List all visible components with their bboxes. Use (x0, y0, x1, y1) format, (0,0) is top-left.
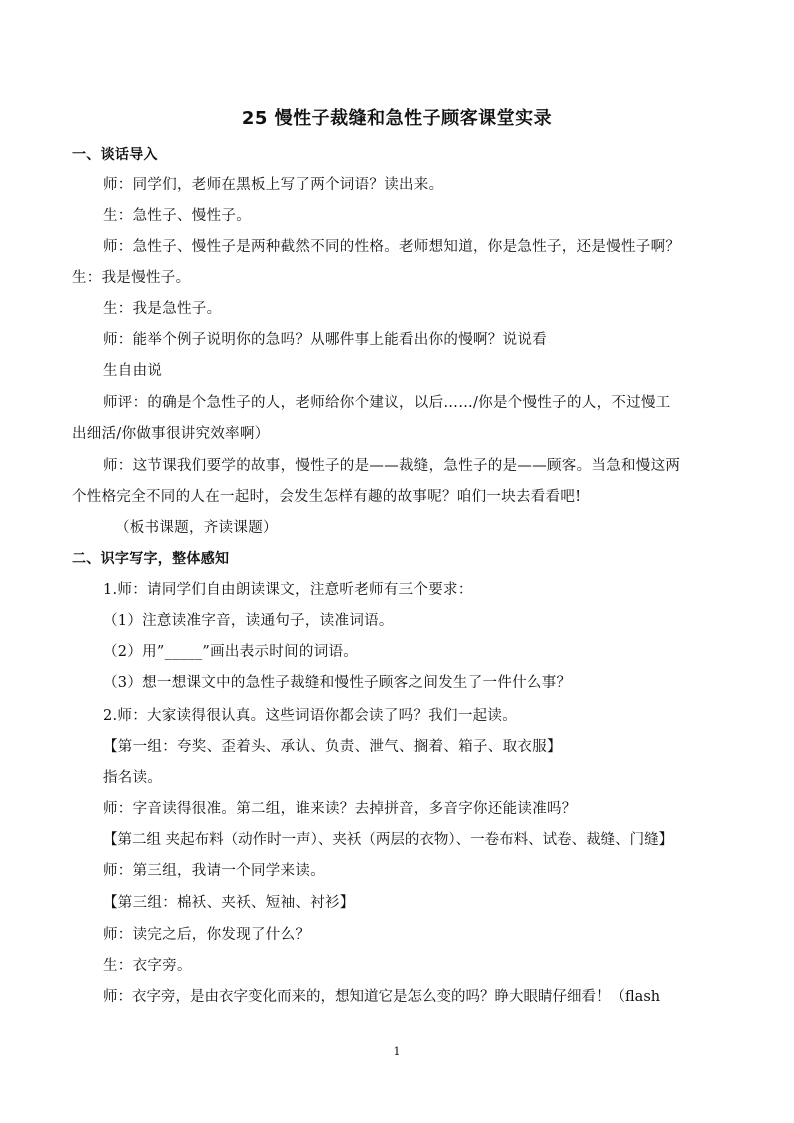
section-heading-2: 二、识字写字，整体感知 (72, 551, 230, 567)
paragraph-line: 【第三组：棉袄、夹袄、短袖、衬衫】 (103, 895, 355, 911)
paragraph-line: 生自由说 (103, 363, 163, 379)
paragraph-line: 生：急性子、慢性子。 (103, 208, 251, 224)
paragraph-line: 师：衣字旁，是由衣字变化而来的，想知道它是怎么变的吗？睁大眼睛仔细看！（flash (103, 989, 661, 1005)
page-number: 1 (393, 1045, 401, 1058)
paragraph-line: 生：我是急性子。 (103, 301, 222, 317)
section-heading-1: 一、谈话导入 (72, 147, 158, 163)
paragraph-line: 师：这节课我们要学的故事，慢性子的是——裁缝，急性子的是——顾客。当急和慢这两 (103, 458, 681, 474)
page-title: 25 慢性子裁缝和急性子顾客课堂实录 (241, 108, 553, 129)
paragraph-line: 指名读。 (103, 770, 163, 786)
paragraph-line: 个性格完全不同的人在一起时，会发生怎样有趣的故事呢？咱们一块去看看吧! (72, 489, 582, 505)
paragraph-line: 师评：的确是个急性子的人，老师给你个建议，以后……/你是个慢性子的人，不过慢工 (103, 395, 671, 411)
paragraph-line: （板书课题，齐读课题） (115, 520, 278, 536)
paragraph-line: 师：能举个例子说明你的急吗？从哪件事上能看出你的慢啊？说说看 (103, 332, 547, 348)
paragraph-line: 师：读完之后，你发现了什么？ (103, 927, 311, 943)
paragraph-line: 生：衣字旁。 (103, 958, 192, 974)
paragraph-line: （3）想一想课文中的急性子裁缝和慢性子顾客之间发生了一件什么事？ (103, 675, 572, 691)
paragraph-line: 【第二组 夹起布料（动作时一声）、夹袄（两层的衣物）、一卷布料、试卷、裁缝、门缝】 (103, 832, 674, 848)
paragraph-line: 师：第三组，我请一个同学来读。 (103, 863, 325, 879)
paragraph-line: 2.师：大家读得很认真。这些词语你都会读了吗？我们一起读。 (103, 708, 518, 724)
paragraph-line: 师：急性子、慢性子是两种截然不同的性格。老师想知道，你是急性子，还是慢性子啊？ (103, 239, 681, 255)
paragraph-line: 师：字音读得很准。第二组，谁来读？去掉拼音，多音字你还能读准吗？ (103, 801, 577, 817)
paragraph-line: 1.师：请同学们自由朗读课文，注意听老师有三个要求： (103, 582, 473, 598)
paragraph-line: 出细活/你做事很讲究效率啊） (72, 426, 270, 442)
paragraph-line: 【第一组：夸奖、歪着头、承认、负责、泄气、搁着、箱子、取衣服】 (103, 739, 562, 755)
paragraph-line: 生：我是慢性子。 (72, 270, 191, 286)
paragraph-line: （1）注意读准字音，读通句子，读准词语。 (103, 613, 394, 629)
paragraph-line: （2）用”_____”画出表示时间的词语。 (103, 644, 359, 660)
paragraph-line: 师：同学们，老师在黑板上写了两个词语？读出来。 (103, 177, 444, 193)
